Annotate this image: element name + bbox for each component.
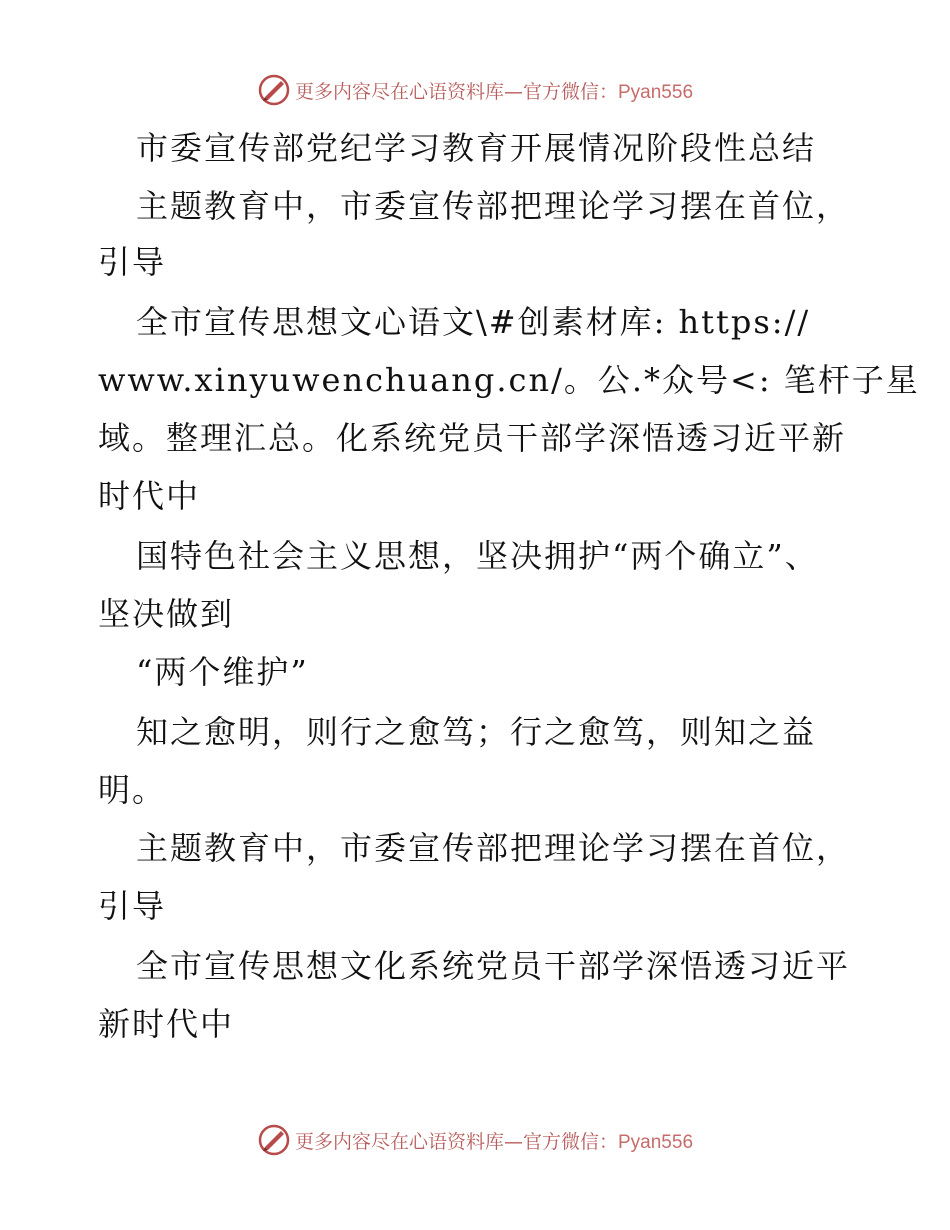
paragraph-line: 坚决做到 [98,595,235,633]
paragraph-line: 主题教育中，市委宣传部把理论学习摆在首位， [136,187,851,225]
paragraph-line: 全市宣传思想文化系统党员干部学深悟透习近平 [136,947,851,985]
footer-watermark-text: 更多内容尽在心语资料库—官方微信：Pyan556 [294,1130,694,1153]
paragraph-line: “两个维护” [136,653,309,691]
paragraph-line: 全市宣传思想文心语文\#创素材库: https:// [136,303,811,341]
footer-watermark-banner [0,1120,950,1160]
footer-watermark-content [257,1123,693,1157]
header-watermark-content [257,73,693,107]
header-watermark-text: 更多内容尽在心语资料库—官方微信：Pyan556 [294,80,694,103]
document-title: 市委宣传部党纪学习教育开展情况阶段性总结 [136,129,817,167]
paragraph-line: 引导 [98,243,167,281]
paragraph-line: 引导 [98,887,167,925]
paragraph-line: 主题教育中，市委宣传部把理论学习摆在首位， [136,829,851,867]
paragraph-line: 知之愈明，则行之愈笃；行之愈笃，则知之益 [136,713,817,751]
header-watermark-banner [0,70,950,110]
paragraph-line: 国特色社会主义思想，坚决拥护“两个确立”、 [136,537,819,575]
paragraph-line: www.xinyuwenchuang.cn/。公.*众号<: 笔杆子星 [98,361,920,399]
paragraph-line: 新时代中 [98,1005,235,1043]
pen-logo-icon [257,73,291,107]
paragraph-line: 明。 [98,771,167,809]
pen-logo-icon [257,1123,291,1157]
paragraph-line: 域。整理汇总。化系统党员干部学深悟透习近平新 [98,419,847,457]
paragraph-line: 时代中 [98,477,201,515]
